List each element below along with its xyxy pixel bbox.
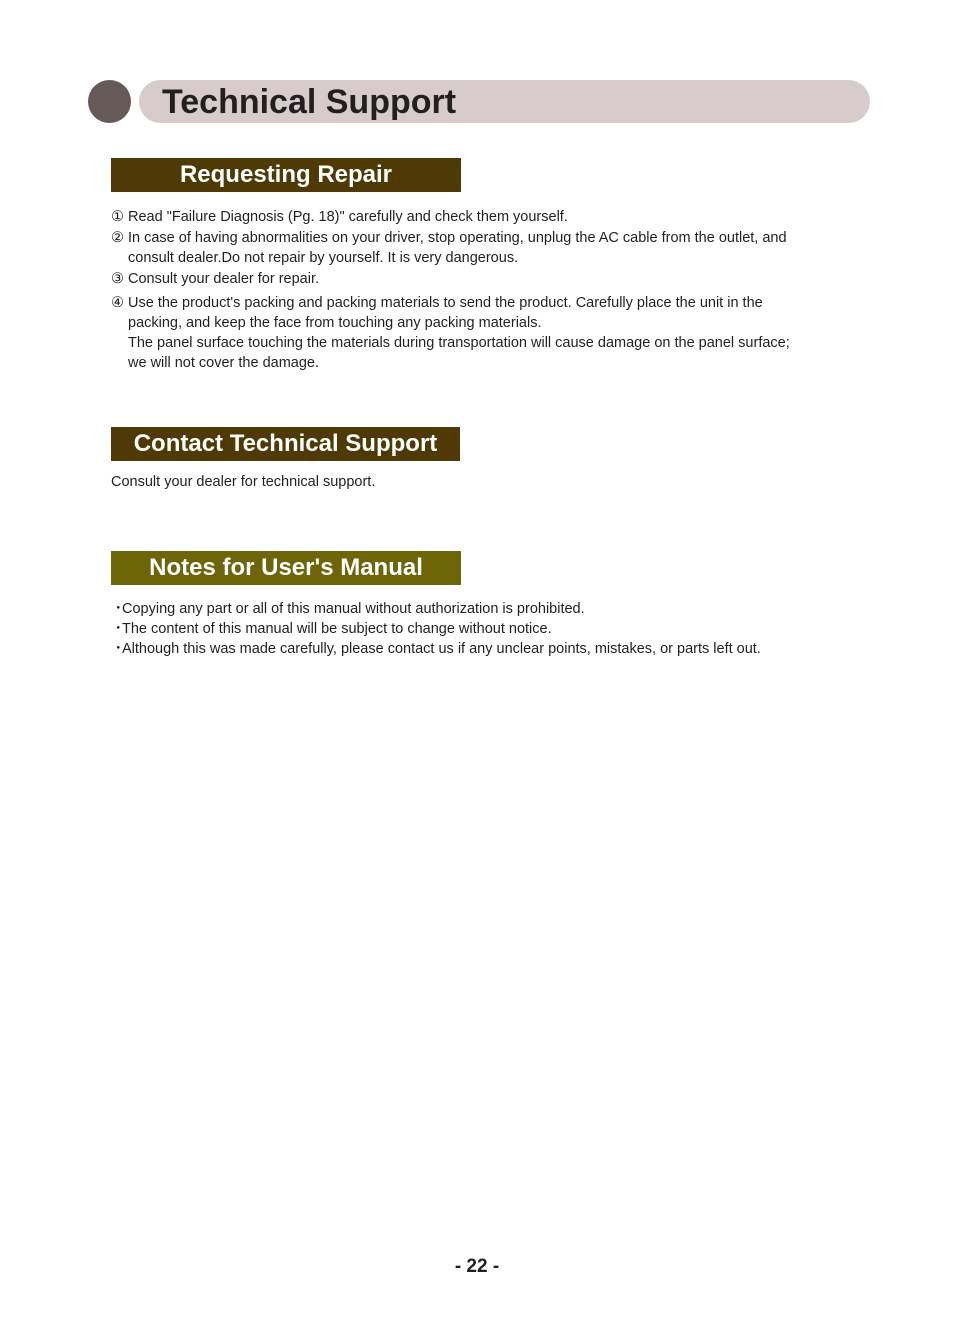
notes-item xyxy=(111,639,851,659)
notes-item-text: Although this was made carefully, please contact us if any unclear points, mistakes, or parts left out. xyxy=(122,641,761,657)
notes-item-text: Copying any part or all of this manual without authorization is prohibited. xyxy=(122,601,585,617)
notes-item xyxy=(111,619,851,639)
notes-list xyxy=(111,599,851,659)
step-marker: ④ xyxy=(111,295,124,311)
notes-item-text: The content of this manual will be subject to change without notice. xyxy=(122,621,552,637)
section-heading-notes-users-manual: Notes for User's Manual xyxy=(111,551,461,585)
title-circle-decoration xyxy=(88,80,131,123)
page-number: - 22 - xyxy=(454,1256,500,1277)
bullet-marker: ・ xyxy=(111,641,126,657)
step-line: consult dealer.Do not repair by yourself. It is very dangerous. xyxy=(128,250,519,266)
step-marker: ② xyxy=(111,230,124,246)
page-title-bar xyxy=(139,80,870,123)
step-line: Read "Failure Diagnosis (Pg. 18)" carefully and check them yourself. xyxy=(128,209,568,225)
bullet-marker: ・ xyxy=(111,601,126,617)
step-line: In case of having abnormalities on your driver, stop operating, unplug the AC cable from the outlet, and xyxy=(128,230,787,246)
step-line: packing, and keep the face from touching any packing materials. xyxy=(128,315,542,331)
section-heading-contact-technical-support: Contact Technical Support xyxy=(111,427,460,461)
notes-item xyxy=(111,599,851,619)
step-line: The panel surface touching the materials during transportation will cause damage on the panel surface; xyxy=(128,335,790,351)
repair-step xyxy=(111,293,851,373)
contact-text: Consult your dealer for technical support. xyxy=(111,474,376,490)
step-marker: ③ xyxy=(111,271,124,287)
step-line: Consult your dealer for repair. xyxy=(128,271,320,287)
repair-step xyxy=(111,269,851,289)
bullet-marker: ・ xyxy=(111,621,126,637)
step-line: we will not cover the damage. xyxy=(128,355,320,371)
step-marker: ① xyxy=(111,209,124,225)
repair-step xyxy=(111,228,851,268)
repair-step xyxy=(111,207,851,227)
page-title: Technical Support xyxy=(162,83,457,121)
repair-steps-list xyxy=(111,207,851,373)
section-heading-requesting-repair: Requesting Repair xyxy=(111,158,461,192)
step-line: Use the product's packing and packing materials to send the product. Carefully place the unit in the xyxy=(128,295,763,311)
